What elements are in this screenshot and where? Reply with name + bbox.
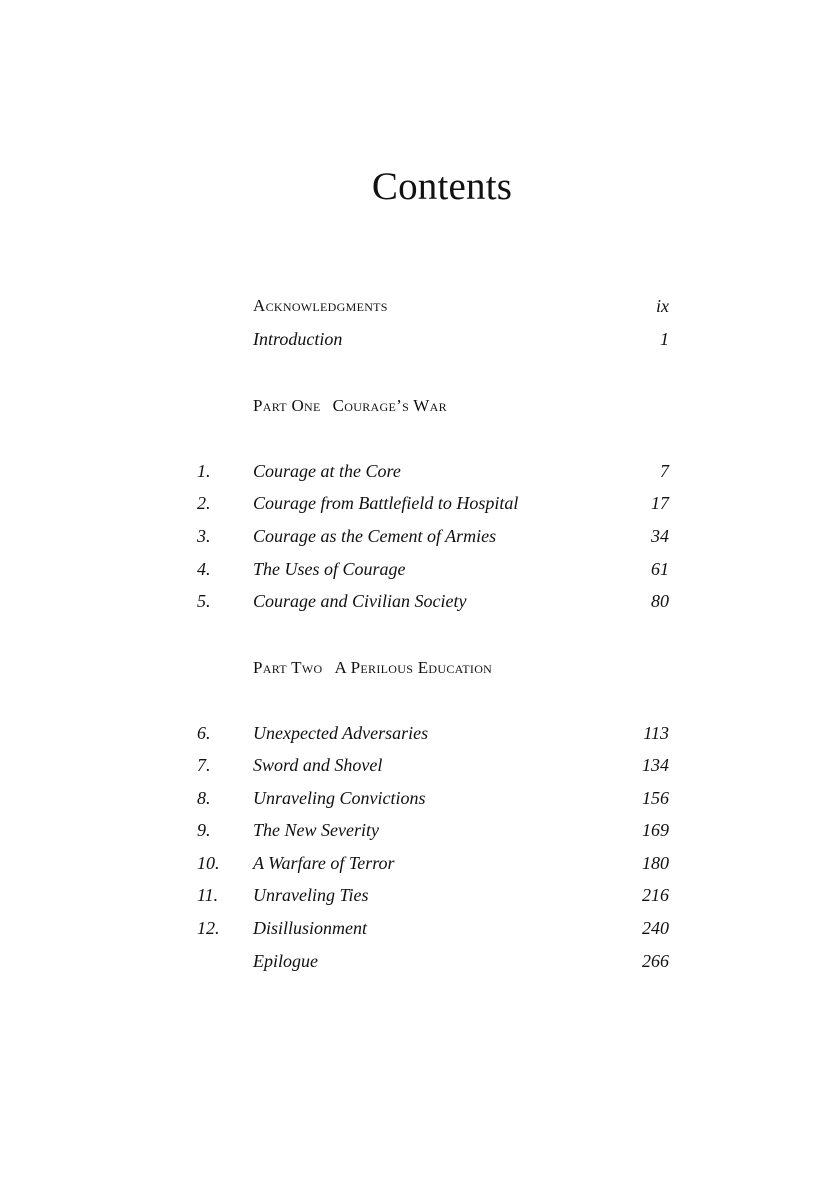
part-heading-two — [0, 654, 840, 682]
toc-entry-page: ix — [656, 296, 669, 316]
page-title: Contents — [371, 165, 513, 208]
chapter-page: 34 — [651, 526, 669, 546]
toc-entry-introduction — [0, 325, 840, 353]
part-number: Part One — [253, 396, 321, 415]
chapter-page: 180 — [642, 853, 669, 873]
toc-entry-label: Introduction — [253, 329, 343, 349]
chapter-number: 2. — [197, 493, 211, 513]
chapter-number: 10. — [197, 853, 220, 873]
part-number: Part Two — [253, 658, 323, 677]
part-heading-label — [253, 654, 492, 682]
part-title: Courage’s War — [332, 396, 447, 415]
chapter-title: Courage and Civilian Society — [253, 591, 467, 611]
chapter-number: 1. — [197, 461, 211, 481]
toc-chapter-row — [0, 751, 840, 779]
chapter-number: 12. — [197, 918, 220, 938]
toc-entry-label: Acknowledgments — [253, 296, 388, 315]
part-heading-one — [0, 392, 840, 420]
toc-chapter-row — [0, 719, 840, 747]
chapter-title: Disillusionment — [253, 918, 368, 938]
chapter-title: A Warfare of Terror — [253, 853, 395, 873]
chapter-page: 113 — [643, 723, 669, 743]
chapter-title: Unraveling Convictions — [253, 788, 426, 808]
toc-entry-acknowledgments — [0, 292, 840, 320]
toc-chapter-row — [0, 522, 840, 550]
chapter-number: 9. — [197, 820, 211, 840]
toc-chapter-row — [0, 784, 840, 812]
chapter-page: 61 — [651, 559, 669, 579]
chapter-number: 3. — [197, 526, 211, 546]
chapter-title: Sword and Shovel — [253, 755, 383, 775]
toc-chapter-row — [0, 587, 840, 615]
toc-entry-page: 1 — [660, 329, 669, 349]
toc-entry-page: 266 — [642, 951, 669, 971]
chapter-page: 7 — [660, 461, 669, 481]
chapter-number: 8. — [197, 788, 211, 808]
chapter-title: Courage at the Core — [253, 461, 401, 481]
part-heading-label — [253, 392, 447, 420]
chapter-title: Courage as the Cement of Armies — [253, 526, 497, 546]
chapter-number: 6. — [197, 723, 211, 743]
chapter-page: 240 — [642, 918, 669, 938]
chapter-title: The New Severity — [253, 820, 379, 840]
toc-chapter-row — [0, 457, 840, 485]
toc-chapter-row — [0, 914, 840, 942]
chapter-page: 156 — [642, 788, 669, 808]
toc-entry-epilogue — [0, 947, 840, 975]
chapter-number: 11. — [197, 885, 219, 905]
toc-chapter-row — [0, 555, 840, 583]
chapter-number: 4. — [197, 559, 211, 579]
chapter-page: 80 — [651, 591, 669, 611]
chapter-page: 169 — [642, 820, 669, 840]
chapter-page: 134 — [642, 755, 669, 775]
chapter-page: 17 — [651, 493, 669, 513]
toc-entry-label: Epilogue — [253, 951, 318, 971]
toc-chapter-row — [0, 849, 840, 877]
chapter-title: Courage from Battlefield to Hospital — [253, 493, 519, 513]
toc-chapter-row — [0, 816, 840, 844]
chapter-title: Unexpected Adversaries — [253, 723, 429, 743]
toc-chapter-row — [0, 881, 840, 909]
chapter-number: 7. — [197, 755, 211, 775]
chapter-number: 5. — [197, 591, 211, 611]
part-title: A Perilous Education — [334, 658, 493, 677]
toc-chapter-row — [0, 489, 840, 517]
chapter-page: 216 — [642, 885, 669, 905]
chapter-title: Unraveling Ties — [253, 885, 369, 905]
chapter-title: The Uses of Courage — [253, 559, 406, 579]
